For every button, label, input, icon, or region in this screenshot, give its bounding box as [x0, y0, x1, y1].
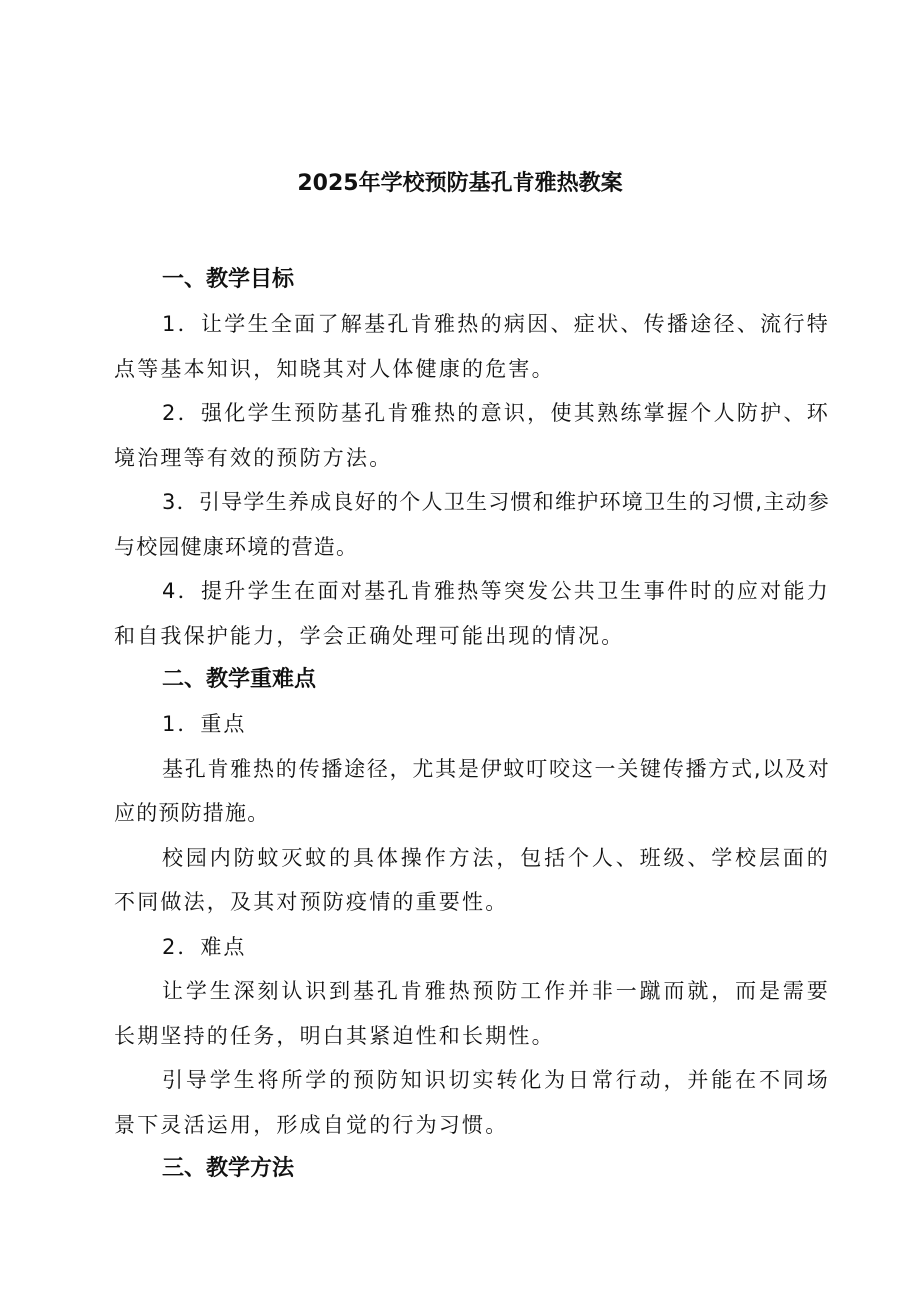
subheading-difficulty: 2．难点	[162, 934, 247, 959]
section-heading-methods: 三、教学方法	[162, 1156, 295, 1181]
objective-item-1: 1．让学生全面了解基孔肯雅热的病因、症状、传播途径、流行特点等基本知识，知晓其对人体健康的危害。	[114, 312, 830, 381]
document-title: 2025年学校预防基孔肯雅热教案	[297, 171, 623, 196]
section-heading-objectives: 一、教学目标	[162, 267, 295, 292]
difficulty-paragraph-2: 引导学生将所学的预防知识切实转化为日常行动，并能在不同场景下灵活运用，形成自觉的行为习惯。	[114, 1068, 830, 1137]
difficulty-paragraph-1: 让学生深刻认识到基孔肯雅热预防工作并非一蹴而就，而是需要长期坚持的任务，明白其紧迫性和长期性。	[114, 979, 830, 1048]
key-point-paragraph-2: 校园内防蚊灭蚊的具体操作方法，包括个人、班级、学校层面的不同做法，及其对预防疫情的重要性。	[114, 845, 830, 914]
section-heading-key-points: 二、教学重难点	[162, 667, 317, 692]
objective-item-2: 2．强化学生预防基孔肯雅热的意识，使其熟练掌握个人防护、环境治理等有效的预防方法。	[114, 401, 830, 470]
document-body	[114, 258, 830, 1191]
objective-item-4: 4．提升学生在面对基孔肯雅热等突发公共卫生事件时的应对能力和自我保护能力，学会正确处理可能出现的情况。	[114, 579, 830, 648]
subheading-key-point: 1．重点	[162, 712, 247, 736]
key-point-paragraph-1: 基孔肯雅热的传播途径，尤其是伊蚊叮咬这一关键传播方式,以及对应的预防措施。	[114, 756, 830, 825]
objective-item-3: 3．引导学生养成良好的个人卫生习惯和维护环境卫生的习惯,主动参与校园健康环境的营造。	[114, 490, 830, 559]
